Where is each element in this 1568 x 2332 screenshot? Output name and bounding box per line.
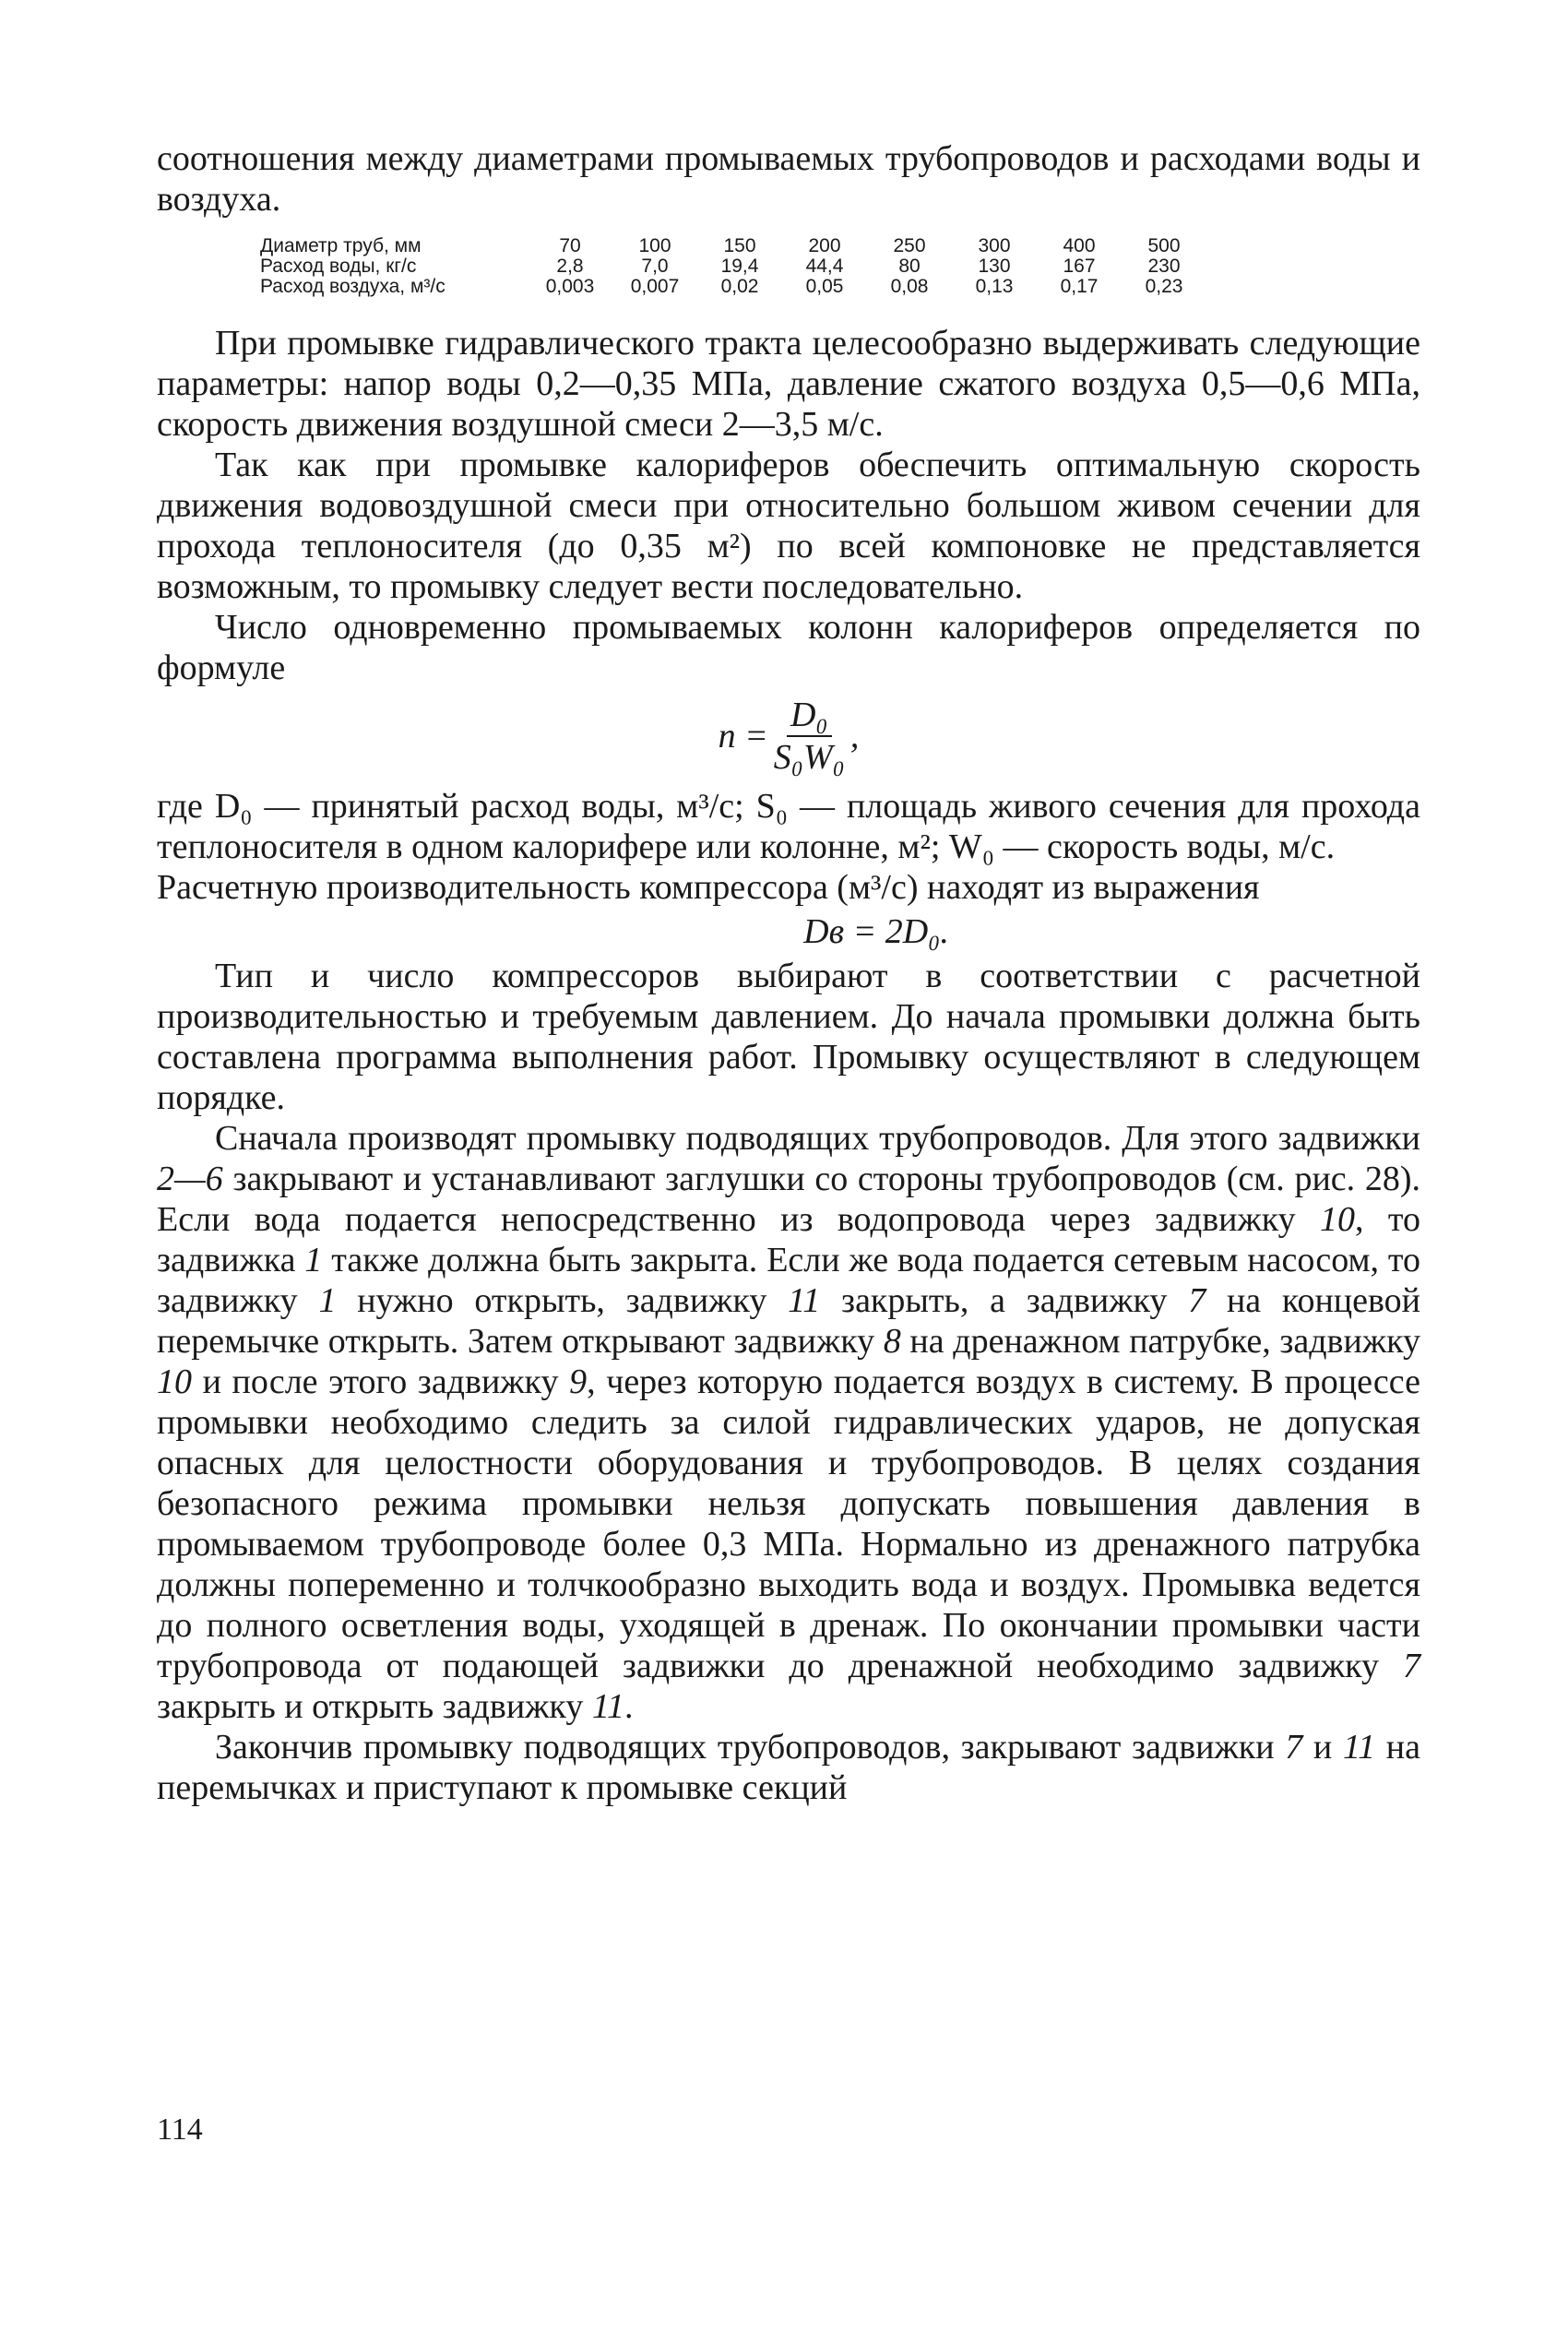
table-cell: 130 (978, 256, 1011, 277)
formula-compressor: Dв = 2D₀. (803, 912, 949, 951)
table-cell: 0,007 (630, 276, 680, 297)
table-cell: 0,17 (1060, 276, 1099, 297)
valve-number: 7 (1188, 1281, 1206, 1320)
table-cell: 300 (978, 235, 1011, 256)
table-cell: 400 (1063, 235, 1096, 256)
valve-number: 11 (788, 1281, 821, 1320)
paragraph-heaters: Так как при промывке калориферов обеспечить оптимальную скорость движения водовоздушной смеси при относительно большом живом сечении для прохода теплоносителя (до 0,35 м²) по всей компоновке не представляется возможным, то промывку следует вести последовательно. (157, 446, 1420, 606)
table-cell: 500 (1147, 235, 1181, 256)
page-number: 114 (157, 2112, 203, 2147)
valve-number: 7 (1285, 1728, 1303, 1767)
table-cell: 200 (808, 235, 841, 256)
table-cell: 0,02 (720, 276, 759, 297)
table-cell: 2,8 (556, 256, 584, 277)
valve-number: 11 (1342, 1728, 1376, 1767)
paragraph-procedure (157, 1118, 1420, 1727)
paragraph-formula-intro: Число одновременно промываемых колонн калориферов определяется по формуле (157, 608, 1420, 687)
text-run: Сначала производят промывку подводящих трубопроводов. Для этого задвижки (215, 1119, 1420, 1158)
row-label: Диаметр труб, мм (260, 235, 422, 256)
text-run: также должна быть закрыта. Если же вода подается сетевым насосом, то задвижку (157, 1241, 1421, 1320)
text-run: Закончив промывку подводящих трубопроводов, закрывают задвижки (215, 1728, 1286, 1767)
valve-number: 7 (1403, 1647, 1420, 1685)
row-label: Расход воздуха, м³/с (260, 276, 445, 297)
formula-columns (157, 692, 1420, 780)
text-run: на концевой перемычке открыть. Затем открывают задвижку (157, 1281, 1420, 1361)
table-cell: 70 (559, 235, 581, 256)
table-row (260, 277, 1206, 297)
formula-fraction (774, 695, 845, 778)
table-cell: 0,13 (975, 276, 1014, 297)
page-body (157, 138, 1420, 1808)
valve-number: 1 (304, 1241, 323, 1279)
formula-denominator: S₀W₀ (773, 738, 845, 777)
pipe-flow-table (260, 236, 1206, 297)
table-cell: 80 (898, 256, 921, 277)
table-cell: 100 (638, 235, 671, 256)
valve-number: 8 (883, 1322, 901, 1361)
valve-number: 10 (157, 1362, 192, 1401)
row-label: Расход воды, кг/с (260, 256, 417, 277)
valve-number: 10 (1320, 1200, 1356, 1239)
paragraph-compressor-choice: Тип и число компрессоров выбирают в соответствии с расчетной производительностью и требуемым давлением. До начала промывки должна быть составлена программа выполнения работ. Промывку осуществляют в следующем порядке. (157, 957, 1420, 1117)
text-run: и (1302, 1728, 1343, 1767)
table-cell: 150 (723, 235, 756, 256)
table-cell: 19,4 (720, 256, 759, 277)
formula-numerator: D₀ (787, 695, 832, 737)
paragraph-compressor: Расчетную производительность компрессора (м³/с) находят из выражения (157, 868, 1260, 907)
intro-text: соотношения между диаметрами промываемых трубопроводов и расходами воды и воздуха. (157, 139, 1420, 219)
valve-number: 9 (569, 1362, 588, 1401)
paragraph-sections (157, 1727, 1420, 1808)
text-run: закрыть, а задвижку (820, 1281, 1189, 1320)
text-run: нужно открыть, задвижку (336, 1281, 789, 1320)
paragraph-definitions: где D₀ — принятый расход воды, м³/с; S₀ — площадь живого сечения для прохода теплоносителя в одном калорифере или колонне, м²; W₀ — скорость воды, м/с. (157, 787, 1420, 866)
table-cell: 167 (1063, 256, 1096, 277)
valve-number: 11 (591, 1687, 625, 1726)
table-row (260, 236, 1206, 256)
text-run: на дренажном патрубке, задвижку (900, 1322, 1420, 1361)
paragraph-parameters: При промывке гидравлического тракта целесообразно выдерживать следующие параметры: напор воды 0,2—0,35 МПа, давление сжатого воздуха 0,5—0,6 МПа, скорость движения воздушной смеси 2—3,5 м/с. (157, 324, 1420, 444)
table-cell: 44,4 (805, 256, 844, 277)
table-cell: 0,05 (805, 276, 844, 297)
table-cell: 230 (1147, 256, 1181, 277)
text-run: , то задвижка (157, 1200, 1421, 1279)
text-run: . (624, 1687, 634, 1726)
text-run: закрыть и открыть задвижку (157, 1687, 592, 1726)
text-run: , через которую подается воздух в систему. В процессе промывки необходимо следить за силой гидравлических ударов, не допуская опасных для целостности оборудования и трубопроводов. В целях создания безопасного режима промывки нельзя допускать повышения давления в промываемом трубопроводе более 0,3 МПа. Нормально из дренажного патрубка должны попеременно и толчкообразно выходить вода и воздух. Промывка ведется до полного осветления воды, уходящей в дренаж. По окончании промывки части трубопровода от подающей задвижки до дренажной необходимо задвижку (157, 1362, 1420, 1685)
table-row (260, 256, 1206, 277)
valve-number: 1 (318, 1281, 337, 1320)
text-run: и после этого задвижку (192, 1362, 570, 1401)
text-run: на перемычках и приступают к промывке секций (157, 1728, 1421, 1807)
formula-tail: , (849, 717, 860, 756)
table-cell: 0,08 (890, 276, 929, 297)
table-cell: 7,0 (641, 256, 669, 277)
text-run: закрывают и устанавливают заглушки со стороны трубопроводов (см. рис. 28). Если вода подается непосредственно из водопровода через задвижку (157, 1160, 1420, 1239)
valve-number: 2—6 (157, 1160, 223, 1198)
table-cell: 0,003 (545, 276, 595, 297)
table-cell: 0,23 (1145, 276, 1183, 297)
table-cell: 250 (893, 235, 926, 256)
formula-lhs: n = (718, 717, 768, 756)
